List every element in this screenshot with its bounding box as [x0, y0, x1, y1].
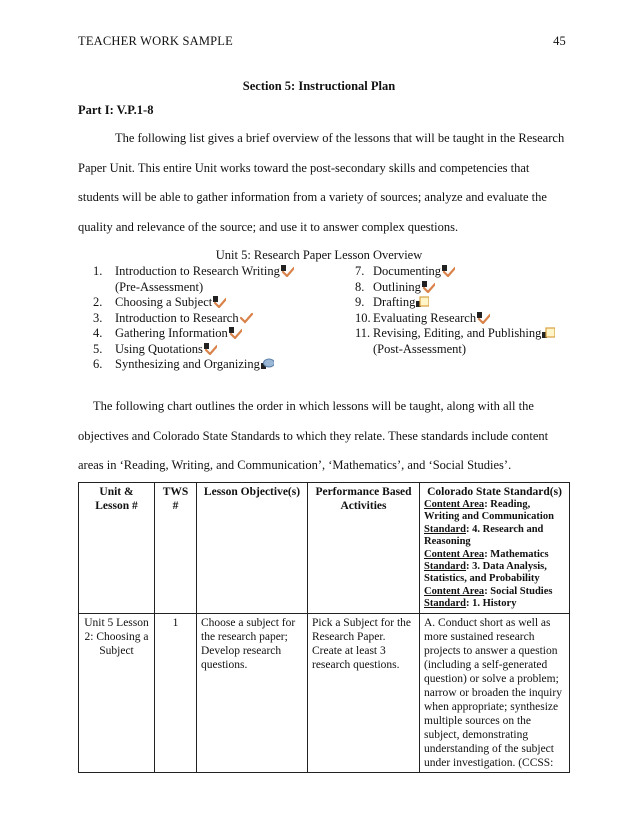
chart-line: objectives and Colorado State Standards to which they relate. These standards include content: [78, 428, 549, 443]
header-standards: Colorado State Standard(s) Content Area: Reading, Writing and Communication Standard: 4. Research and Reasoning Content Area: Mathematics Standard: 3. Data Analysis, Statistics, and Probability Content Area: Social Studies Standard: 1. History: [420, 483, 570, 614]
list-item: 11. Revising, Editing, and Publishing: [355, 326, 555, 342]
note-icon: [542, 327, 555, 339]
standards-key-entry: Content Area: Social Studies: [424, 585, 553, 597]
part-heading: Part I: V.P.1-8: [78, 103, 154, 117]
section-title: Section 5: Instructional Plan: [242, 79, 396, 93]
header-tws: TWS #: [155, 483, 197, 614]
intro-paragraph: [78, 124, 573, 242]
standards-key-entry: Content Area: Mathematics: [424, 548, 549, 560]
lesson-overview-title: Unit 5: Research Paper Lesson Overview: [215, 248, 423, 262]
cell-objective: Choose a subject for the research paper; Develop research questions.: [197, 613, 308, 772]
list-item: 1. Introduction to Research Writing: [93, 264, 294, 280]
intro-line: quality and relevance of the source; and use it to answer complex questions.: [78, 219, 459, 234]
chart-line: The following chart outlines the order in which lessons will be taught, along with all the: [93, 399, 534, 413]
lesson-list-right: [355, 264, 555, 357]
checkmark-comment-icon: [229, 327, 242, 339]
checkmark-comment-icon: [477, 312, 490, 324]
checkmark-comment-icon: [422, 281, 435, 293]
intro-line: The following list gives a brief overview of the lessons that will be taught in the Research: [115, 131, 565, 145]
list-item: 8. Outlining: [355, 280, 555, 296]
running-header: TEACHER WORK SAMPLE: [78, 34, 233, 48]
list-item-note: (Post-Assessment): [373, 341, 467, 356]
standards-key-entry: Content Area: Reading, Writing and Communication: [424, 499, 554, 523]
chart-paragraph: [78, 392, 573, 481]
cell-activities: Pick a Subject for the Research Paper. Create at least 3 research questions.: [308, 613, 420, 772]
chart-line: areas in ‘Reading, Writing, and Communication’, ‘Mathematics’, and ‘Social Studies’.: [78, 458, 512, 472]
list-item: 2. Choosing a Subject: [93, 295, 294, 311]
standards-key-entry: Standard: 1. History: [424, 598, 517, 610]
list-item: 4. Gathering Information: [93, 326, 294, 342]
list-item: 10. Evaluating Research: [355, 311, 555, 327]
list-item: 6. Synthesizing and Organizing: [93, 357, 294, 373]
list-item: 7. Documenting: [355, 264, 555, 280]
standards-key-entry: Standard: 4. Research and Reasoning: [424, 523, 544, 548]
intro-line: students will be able to gather information from a variety of sources; analyze and evaluate the: [78, 190, 547, 204]
list-item: 5. Using Quotations: [93, 342, 294, 358]
header-objective: Lesson Objective(s): [197, 483, 308, 614]
lesson-standards-table: [78, 482, 570, 773]
header-activities: Performance Based Activities: [308, 483, 420, 614]
cell-standard: A. Conduct short as well as more sustained research projects to answer a question (including a self-generated question) or solve a problem; narrow or broaden the inquiry when appropriate; synthesize multiple sources on the subject, demonstrating understanding of the subject under investigation. (CCSS:: [420, 613, 570, 772]
cell-tws: 1: [155, 613, 197, 772]
note-icon: [416, 296, 429, 308]
checkmark-comment-icon: [281, 265, 294, 277]
list-item-note: (Pre-Assessment): [115, 279, 204, 294]
checkmark-icon: [240, 312, 253, 324]
checkmark-comment-icon: [204, 343, 217, 355]
intro-line: Paper Unit. This entire Unit works toward the post-secondary skills and competencies that: [78, 160, 530, 175]
header-unit-lesson: Unit & Lesson #: [79, 483, 155, 614]
standards-key-entry: Standard: 3. Data Analysis, Statistics, and Probability: [424, 561, 547, 585]
list-item: 9. Drafting: [355, 295, 555, 311]
lesson-list-left: [93, 264, 294, 373]
checkmark-comment-icon: [213, 296, 226, 308]
chat-bubble-icon: [261, 358, 274, 370]
checkmark-comment-icon: [442, 265, 455, 277]
list-item: 3. Introduction to Research: [93, 311, 294, 327]
page-number: 45: [553, 34, 566, 48]
table-header-row: [79, 483, 570, 614]
cell-unit-lesson: Unit 5 Lesson 2: Choosing a Subject: [79, 613, 155, 772]
table-row: [79, 613, 570, 772]
